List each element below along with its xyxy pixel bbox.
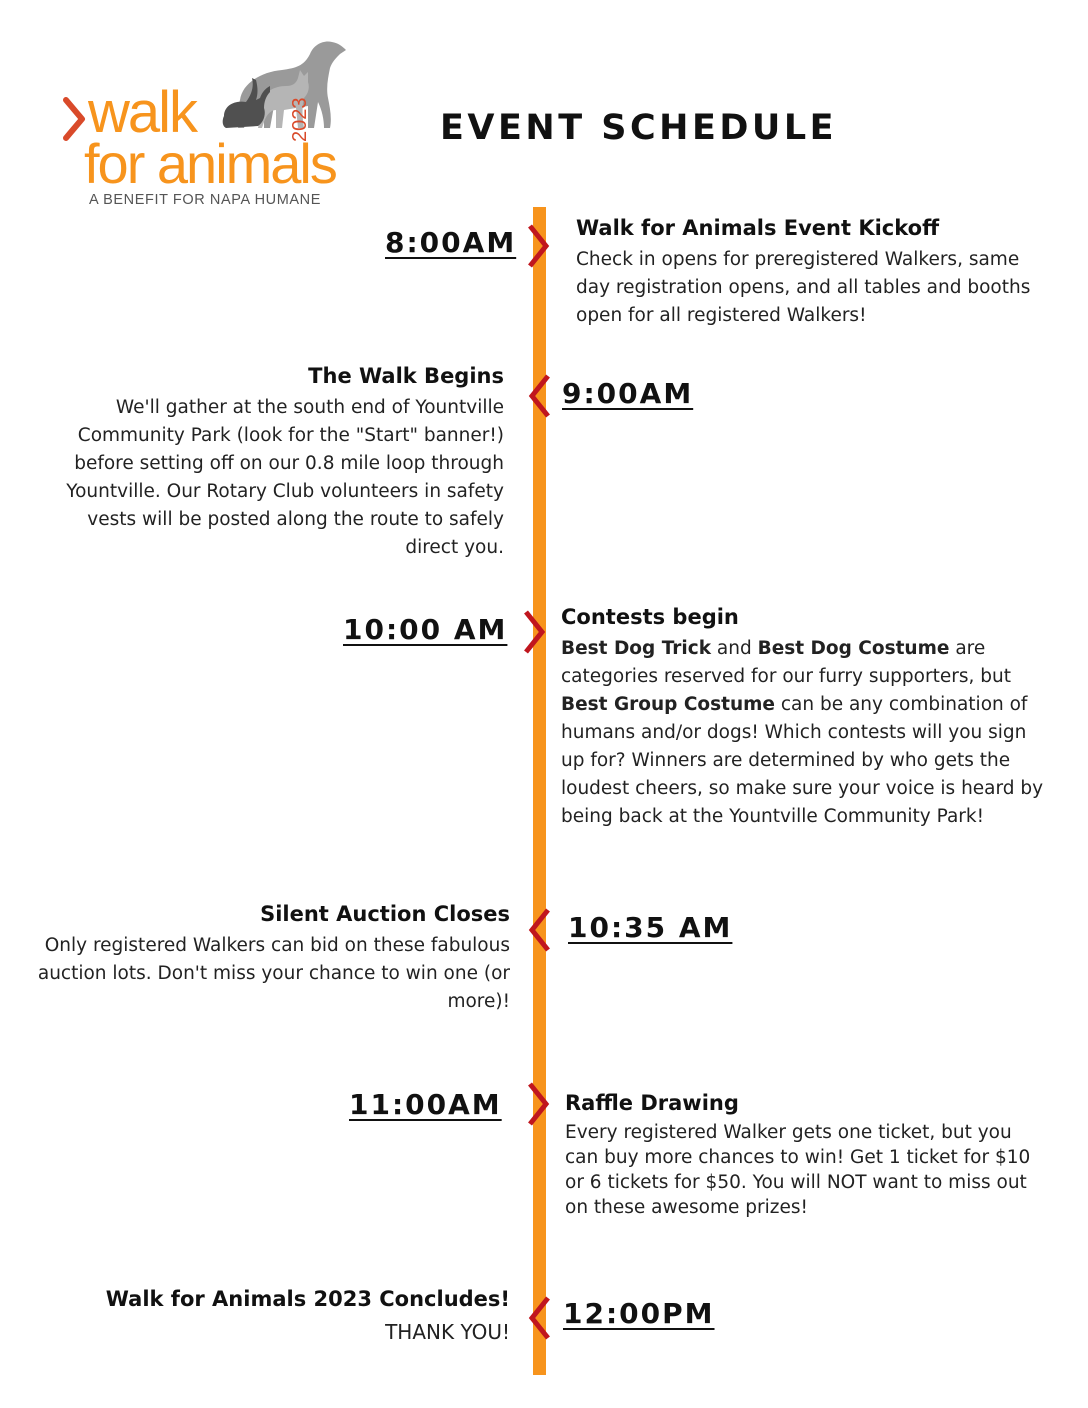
event-time: 9:00AM bbox=[562, 377, 694, 410]
event-title: Walk for Animals Event Kickoff bbox=[576, 216, 940, 240]
logo-year: 2023 bbox=[289, 97, 311, 142]
contest-name-dog-trick: Best Dog Trick bbox=[561, 638, 712, 659]
chevron-left-icon bbox=[526, 372, 554, 420]
page-title: EVENT SCHEDULE bbox=[440, 108, 838, 148]
event-description: Best Dog Trick and Best Dog Costume are categories reserved for our furry supporters, but Best Group Costume can be any combination of humans and/or dogs! Which contests will you sign up for? Winners are determined by who gets the loudest cheers, so make sure your voice is heard by being back at the Yountville Community Park! bbox=[561, 638, 1044, 827]
contest-name-dog-costume: Best Dog Costume bbox=[757, 638, 950, 659]
event-title: Silent Auction Closes bbox=[260, 902, 510, 926]
logo-word-for-animals: for animals bbox=[84, 132, 336, 195]
event-title: Walk for Animals 2023 Concludes! bbox=[105, 1287, 510, 1311]
event-title: Contests begin bbox=[561, 605, 739, 629]
event-description: We'll gather at the south end of Yountville Community Park (look for the "Start" banner!) before setting off on our 0.8 mile loop through Yountville. Our Rotary Club volunteers in safety vests will be posted along the route to safely direct you. bbox=[66, 397, 504, 558]
contest-name-group-costume: Best Group Costume bbox=[561, 694, 775, 715]
chevron-right-icon bbox=[524, 222, 552, 270]
event-description: THANK YOU! bbox=[385, 1320, 510, 1344]
logo-tagline: A BENEFIT FOR NAPA HUMANE bbox=[89, 192, 322, 208]
chevron-right-icon bbox=[520, 608, 548, 656]
chevron-right-icon bbox=[524, 1080, 552, 1128]
chevron-left-icon bbox=[526, 1294, 554, 1342]
chevron-left-icon bbox=[526, 906, 554, 954]
event-description: Every registered Walker gets one ticket, but you can buy more chances to win! Get 1 ticket for $10 or 6 tickets for $50. You will NOT want to miss out on these awesome prizes! bbox=[565, 1122, 1031, 1218]
event-time: 8:00AM bbox=[385, 226, 517, 259]
event-description: Only registered Walkers can bid on these fabulous auction lots. Don't miss your chance to win one (or more)! bbox=[37, 935, 510, 1012]
event-time: 12:00PM bbox=[563, 1297, 715, 1330]
event-time: 10:35 AM bbox=[568, 911, 733, 944]
event-title: Raffle Drawing bbox=[565, 1091, 739, 1115]
event-title: The Walk Begins bbox=[308, 364, 504, 388]
event-time: 10:00 AM bbox=[343, 613, 508, 646]
event-logo bbox=[60, 36, 360, 211]
logo-word-walk: walk bbox=[88, 80, 197, 145]
event-time: 11:00AM bbox=[349, 1088, 502, 1121]
event-description: Check in opens for preregistered Walkers, same day registration opens, and all tables and booths open for all registered Walkers! bbox=[576, 249, 1031, 326]
